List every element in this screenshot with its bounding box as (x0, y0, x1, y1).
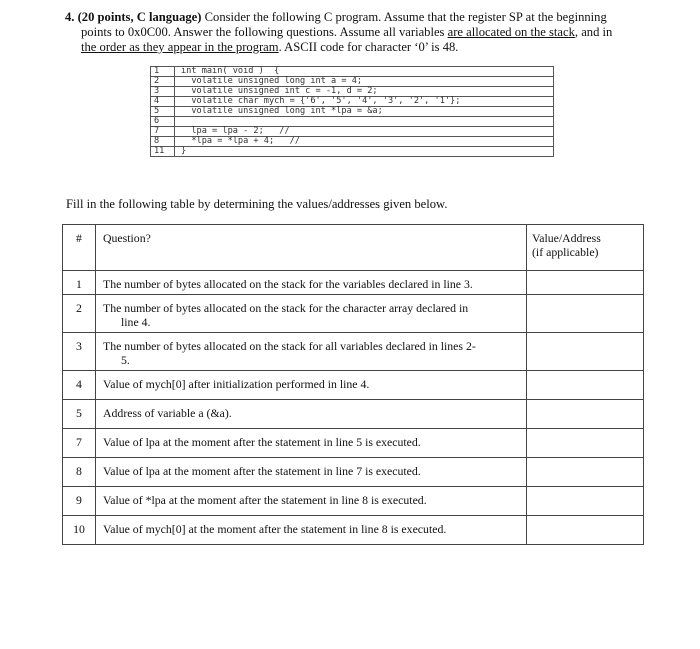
fill-instruction: Fill in the following table by determining the values/addresses given below. (66, 197, 448, 211)
code-line-number: 4 (151, 97, 175, 107)
row-question-text: The number of bytes allocated on the stack for all variables declared in lines 2- (103, 339, 476, 353)
row-number: 5 (63, 400, 96, 429)
problem-statement (65, 10, 640, 55)
problem-points: (20 points, C language) (77, 10, 202, 24)
code-line (151, 127, 554, 137)
table-row (63, 371, 644, 400)
table-row (63, 458, 644, 487)
row-question (96, 295, 527, 333)
row-answer-cell[interactable] (527, 487, 644, 516)
code-line (151, 107, 554, 117)
row-answer-cell[interactable] (527, 295, 644, 333)
code-line (151, 137, 554, 147)
header-answer (527, 225, 644, 271)
row-question-text: Address of variable a (&a). (103, 406, 232, 420)
code-line-number: 5 (151, 107, 175, 117)
row-answer-cell[interactable] (527, 371, 644, 400)
row-question-text: Value of mych[0] after initialization performed in line 4. (103, 377, 370, 391)
code-line-text: lpa = lpa - 2; // (175, 127, 554, 137)
code-line-text: } (175, 147, 554, 157)
table-row (63, 400, 644, 429)
table-row (63, 295, 644, 333)
problem-underline-stack: are allocated on the stack (447, 25, 575, 39)
row-question-continuation: 5. (121, 353, 130, 367)
row-question-text: Value of lpa at the moment after the statement in line 7 is executed. (103, 464, 421, 478)
row-number: 10 (63, 516, 96, 545)
table-row (63, 271, 644, 295)
row-question-text: Value of *lpa at the moment after the statement in line 8 is executed. (103, 493, 427, 507)
row-question (96, 333, 527, 371)
row-answer-cell[interactable] (527, 333, 644, 371)
table-header-row (63, 225, 644, 271)
code-line-number: 1 (151, 67, 175, 77)
code-line (151, 87, 554, 97)
table-row (63, 487, 644, 516)
problem-line3-end: . ASCII code for character ‘0’ is 48. (278, 40, 459, 54)
problem-line2-text: points to 0x0C00. Answer the following questions. Assume all variables (81, 25, 445, 39)
row-question (96, 516, 527, 545)
code-line-number: 8 (151, 137, 175, 147)
code-listing (150, 66, 554, 157)
problem-line3 (65, 40, 640, 55)
header-answer-line2: (if applicable) (532, 245, 599, 259)
code-line-number: 2 (151, 77, 175, 87)
row-number: 9 (63, 487, 96, 516)
row-question (96, 400, 527, 429)
problem-number: 4. (65, 10, 75, 24)
problem-line2-end: , and in (574, 25, 613, 39)
code-line-text: int main( void ) { (175, 67, 554, 77)
row-question (96, 271, 527, 295)
code-line-number: 3 (151, 87, 175, 97)
row-answer-cell[interactable] (527, 271, 644, 295)
table-row (63, 516, 644, 545)
header-question: Question? (96, 225, 527, 271)
problem-line1: Consider the following C program. Assume that the register SP at the beginning (204, 10, 607, 24)
row-number: 1 (63, 271, 96, 295)
row-answer-cell[interactable] (527, 400, 644, 429)
question-table (62, 224, 644, 545)
row-question-text: Value of lpa at the moment after the statement in line 5 is executed. (103, 435, 421, 449)
row-question (96, 371, 527, 400)
row-question-text: Value of mych[0] at the moment after the statement in line 8 is executed. (103, 522, 447, 536)
row-answer-cell[interactable] (527, 458, 644, 487)
code-line-number: 6 (151, 117, 175, 127)
code-line-text: *lpa = *lpa + 4; // (175, 137, 554, 147)
code-line (151, 147, 554, 157)
row-question-text: The number of bytes allocated on the stack for the character array declared in (103, 301, 469, 315)
row-question (96, 487, 527, 516)
row-answer-cell[interactable] (527, 429, 644, 458)
row-number: 2 (63, 295, 96, 333)
row-question-text: The number of bytes allocated on the stack for the variables declared in line 3. (103, 277, 473, 291)
row-question-continuation: line 4. (121, 315, 151, 329)
row-number: 7 (63, 429, 96, 458)
row-number: 3 (63, 333, 96, 371)
code-line-text: volatile unsigned long int *lpa = &a; (175, 107, 554, 117)
code-line-text: volatile unsigned long int a = 4; (175, 77, 554, 87)
row-question (96, 429, 527, 458)
code-line-text (175, 117, 554, 127)
code-line (151, 97, 554, 107)
row-number: 8 (63, 458, 96, 487)
problem-underline-order: the order as they appear in the program (81, 40, 279, 54)
row-question (96, 458, 527, 487)
code-line (151, 117, 554, 127)
header-answer-line1: Value/Address (532, 231, 601, 245)
code-line-text: volatile unsigned int c = -1, d = 2; (175, 87, 554, 97)
table-row (63, 333, 644, 371)
table-row (63, 429, 644, 458)
code-line-number: 11 (151, 147, 175, 157)
row-answer-cell[interactable] (527, 516, 644, 545)
code-line-number: 7 (151, 127, 175, 137)
code-line (151, 77, 554, 87)
header-num: # (63, 225, 96, 271)
code-line (151, 67, 554, 77)
problem-line2 (65, 25, 640, 40)
row-number: 4 (63, 371, 96, 400)
code-line-text: volatile char mych = {'6', '5', '4', '3', '2', '1'}; (175, 97, 554, 107)
